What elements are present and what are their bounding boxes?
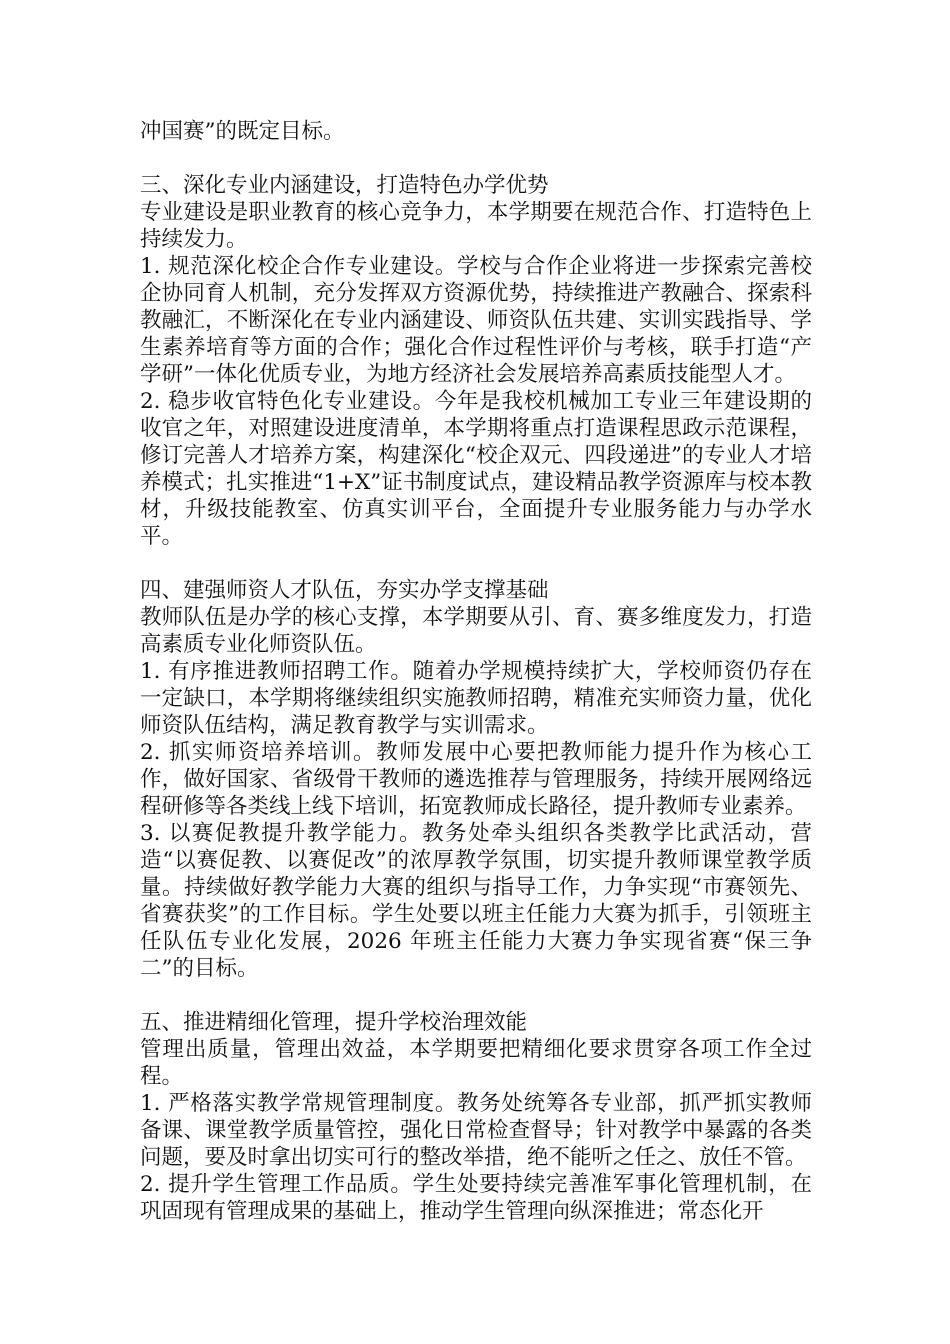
paragraph-gap bbox=[140, 982, 812, 1009]
section-4-intro: 教师队伍是办学的核心支撑，本学期要从引、育、赛多维度发力，打造高素质专业化师资队伍。 bbox=[140, 605, 812, 657]
section-5-heading: 五、推进精细化管理，提升学校治理效能 bbox=[140, 1010, 528, 1035]
paragraph-gap bbox=[140, 145, 812, 172]
section-4-item-2: 2. 抓实师资培养培训。教师发展中心要把教师能力提升作为核心工作，做好国家、省级骨干教师的遴选推荐与管理服务，持续开展网络远程研修等各类线上线下培训，拓宽教师成长路径，提升教师专业素养。 bbox=[140, 740, 812, 819]
section-5-intro: 管理出质量，管理出效益，本学期要把精细化要求贯穿各项工作全过程。 bbox=[140, 1037, 812, 1089]
document-page bbox=[140, 118, 812, 1225]
section-3-heading: 三、深化专业内涵建设，打造特色办学优势 bbox=[140, 173, 549, 198]
section-3-item-2: 2. 稳步收官特色化专业建设。今年是我校机械加工专业三年建设期的收官之年，对照建设进度清单，本学期将重点打造课程思政示范课程，修订完善人才培养方案，构建深化“校企双元、四段递进”的专业人才培养模式；扎实推进“1+X”证书制度试点，建设精品教学资源库与校本教材，升级技能教室、仿真实训平台，全面提升专业服务能力与办学水平。 bbox=[140, 389, 812, 549]
section-5-item-1: 1. 严格落实教学常规管理制度。教务处统筹各专业部，抓严抓实教师备课、课堂教学质量管控，强化日常检查督导；针对教学中暴露的各类问题，要及时拿出切实可行的整改举措，绝不能听之任之、放任不管。 bbox=[140, 1091, 812, 1170]
section-5-item-2: 2. 提升学生管理工作品质。学生处要持续完善准军事化管理机制，在巩固现有管理成果的基础上，推动学生管理向纵深推进；常态化开 bbox=[140, 1172, 812, 1224]
section-3-item-1: 1. 规范深化校企合作专业建设。学校与合作企业将进一步探索完善校企协同育人机制，充分发挥双方资源优势，持续推进产教融合、探索科教融汇，不断深化在专业内涵建设、师资队伍共建、实训实践指导、学生素养培育等方面的合作；强化合作过程性评价与考核，联手打造“产学研”一体化优质专业，为地方经济社会发展培养高素质技能型人才。 bbox=[140, 254, 812, 387]
lead-paragraph: 冲国赛”的既定目标。 bbox=[140, 119, 345, 144]
section-4-item-3: 3. 以赛促教提升教学能力。教务处牵头组织各类教学比武活动，营造“以赛促教、以赛促改”的浓厚教学氛围，切实提升教师课堂教学质量。持续做好教学能力大赛的组织与指导工作，力争实现“市赛领先、省赛获奖”的工作目标。学生处要以班主任能力大赛为抓手，引领班主任队伍专业化发展，2026 年班主任能力大赛力争实现省赛“保三争二”的目标。 bbox=[140, 821, 812, 981]
section-4-heading: 四、建强师资人才队伍，夯实办学支撑基础 bbox=[140, 578, 549, 603]
section-3-intro: 专业建设是职业教育的核心竞争力，本学期要在规范合作、打造特色上持续发力。 bbox=[140, 200, 812, 252]
paragraph-gap bbox=[140, 550, 812, 577]
section-4-item-1: 1. 有序推进教师招聘工作。随着办学规模持续扩大，学校师资仍存在一定缺口，本学期将继续组织实施教师招聘，精准充实师资力量，优化师资队伍结构，满足教育教学与实训需求。 bbox=[140, 659, 812, 738]
